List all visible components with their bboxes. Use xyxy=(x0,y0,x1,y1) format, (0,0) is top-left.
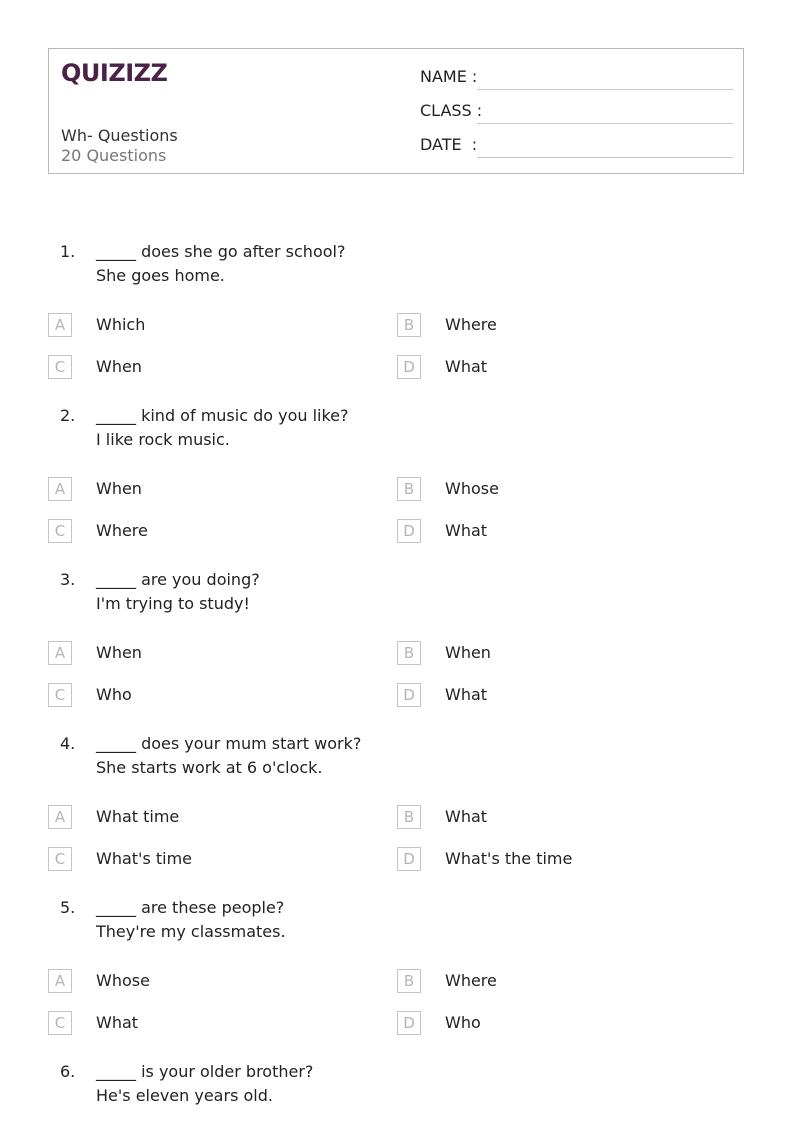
question-number: 6. xyxy=(60,1062,76,1081)
option-a[interactable] xyxy=(48,969,368,995)
option-text: Where xyxy=(96,521,148,540)
question-answer-sentence: They're my classmates. xyxy=(96,922,286,941)
option-text: What's the time xyxy=(445,849,573,868)
option-text: When xyxy=(445,643,491,662)
option-letter-box[interactable]: A xyxy=(48,477,72,501)
option-letter-box[interactable]: D xyxy=(397,519,421,543)
option-text: Whose xyxy=(96,971,150,990)
name-line[interactable] xyxy=(477,89,733,90)
question-number: 5. xyxy=(60,898,76,917)
class-label: CLASS : xyxy=(420,101,483,120)
question-answer-sentence: She starts work at 6 o'clock. xyxy=(96,758,323,777)
question-prompt: _____ does she go after school? xyxy=(96,242,346,261)
option-letter-box[interactable]: C xyxy=(48,847,72,871)
class-field[interactable] xyxy=(420,101,733,125)
option-text: What xyxy=(96,1013,139,1032)
option-letter-box[interactable]: A xyxy=(48,805,72,829)
question-number: 3. xyxy=(60,570,76,589)
question-prompt: _____ is your older brother? xyxy=(96,1062,314,1081)
option-a[interactable] xyxy=(48,477,368,503)
option-d[interactable] xyxy=(397,355,717,381)
option-text: Where xyxy=(445,315,497,334)
option-text: When xyxy=(96,643,142,662)
option-b[interactable] xyxy=(397,805,717,831)
date-line[interactable] xyxy=(477,157,733,158)
option-letter-box[interactable]: A xyxy=(48,313,72,337)
option-d[interactable] xyxy=(397,519,717,545)
question-answer-sentence: I'm trying to study! xyxy=(96,594,250,613)
class-line[interactable] xyxy=(477,123,733,124)
question-prompt: _____ does your mum start work? xyxy=(96,734,362,753)
question-prompt: _____ kind of music do you like? xyxy=(96,406,349,425)
question-answer-sentence: She goes home. xyxy=(96,266,225,285)
option-text: Where xyxy=(445,971,497,990)
option-letter-box[interactable]: C xyxy=(48,683,72,707)
quizizz-logo: QUIZIZZ xyxy=(61,59,168,87)
option-b[interactable] xyxy=(397,477,717,503)
option-d[interactable] xyxy=(397,847,717,873)
option-letter-box[interactable]: B xyxy=(397,313,421,337)
option-letter-box[interactable]: C xyxy=(48,519,72,543)
option-letter-box[interactable]: B xyxy=(397,477,421,501)
name-label: NAME : xyxy=(420,67,478,86)
option-c[interactable] xyxy=(48,1011,368,1037)
worksheet-header xyxy=(48,48,744,174)
option-c[interactable] xyxy=(48,847,368,873)
option-text: What xyxy=(445,521,488,540)
option-text: What xyxy=(445,807,488,826)
option-text: When xyxy=(96,357,142,376)
option-letter-box[interactable]: B xyxy=(397,969,421,993)
option-text: Who xyxy=(445,1013,481,1032)
option-text: Which xyxy=(96,315,146,334)
option-letter-box[interactable]: C xyxy=(48,1011,72,1035)
question-number: 4. xyxy=(60,734,76,753)
date-label: DATE : xyxy=(420,135,478,154)
question-number: 2. xyxy=(60,406,76,425)
date-field[interactable] xyxy=(420,135,733,159)
option-c[interactable] xyxy=(48,519,368,545)
option-letter-box[interactable]: D xyxy=(397,847,421,871)
option-c[interactable] xyxy=(48,683,368,709)
question-prompt: _____ are you doing? xyxy=(96,570,260,589)
option-text: Whose xyxy=(445,479,499,498)
option-text: What xyxy=(445,357,488,376)
question-answer-sentence: He's eleven years old. xyxy=(96,1086,273,1105)
option-d[interactable] xyxy=(397,1011,717,1037)
question-answer-sentence: I like rock music. xyxy=(96,430,230,449)
option-letter-box[interactable]: A xyxy=(48,641,72,665)
option-a[interactable] xyxy=(48,313,368,339)
option-c[interactable] xyxy=(48,355,368,381)
question-number: 1. xyxy=(60,242,76,261)
option-letter-box[interactable]: D xyxy=(397,1011,421,1035)
option-letter-box[interactable]: D xyxy=(397,683,421,707)
option-text: What time xyxy=(96,807,180,826)
option-d[interactable] xyxy=(397,683,717,709)
option-letter-box[interactable]: B xyxy=(397,641,421,665)
option-b[interactable] xyxy=(397,969,717,995)
option-text: What xyxy=(445,685,488,704)
option-text: What's time xyxy=(96,849,193,868)
question-prompt: _____ are these people? xyxy=(96,898,285,917)
worksheet-title: Wh- Questions xyxy=(61,126,178,145)
option-letter-box[interactable]: A xyxy=(48,969,72,993)
option-a[interactable] xyxy=(48,641,368,667)
question-count: 20 Questions xyxy=(61,146,167,165)
option-b[interactable] xyxy=(397,641,717,667)
option-letter-box[interactable]: B xyxy=(397,805,421,829)
name-field[interactable] xyxy=(420,67,733,91)
option-text: Who xyxy=(96,685,132,704)
option-a[interactable] xyxy=(48,805,368,831)
option-letter-box[interactable]: C xyxy=(48,355,72,379)
option-text: When xyxy=(96,479,142,498)
option-b[interactable] xyxy=(397,313,717,339)
option-letter-box[interactable]: D xyxy=(397,355,421,379)
